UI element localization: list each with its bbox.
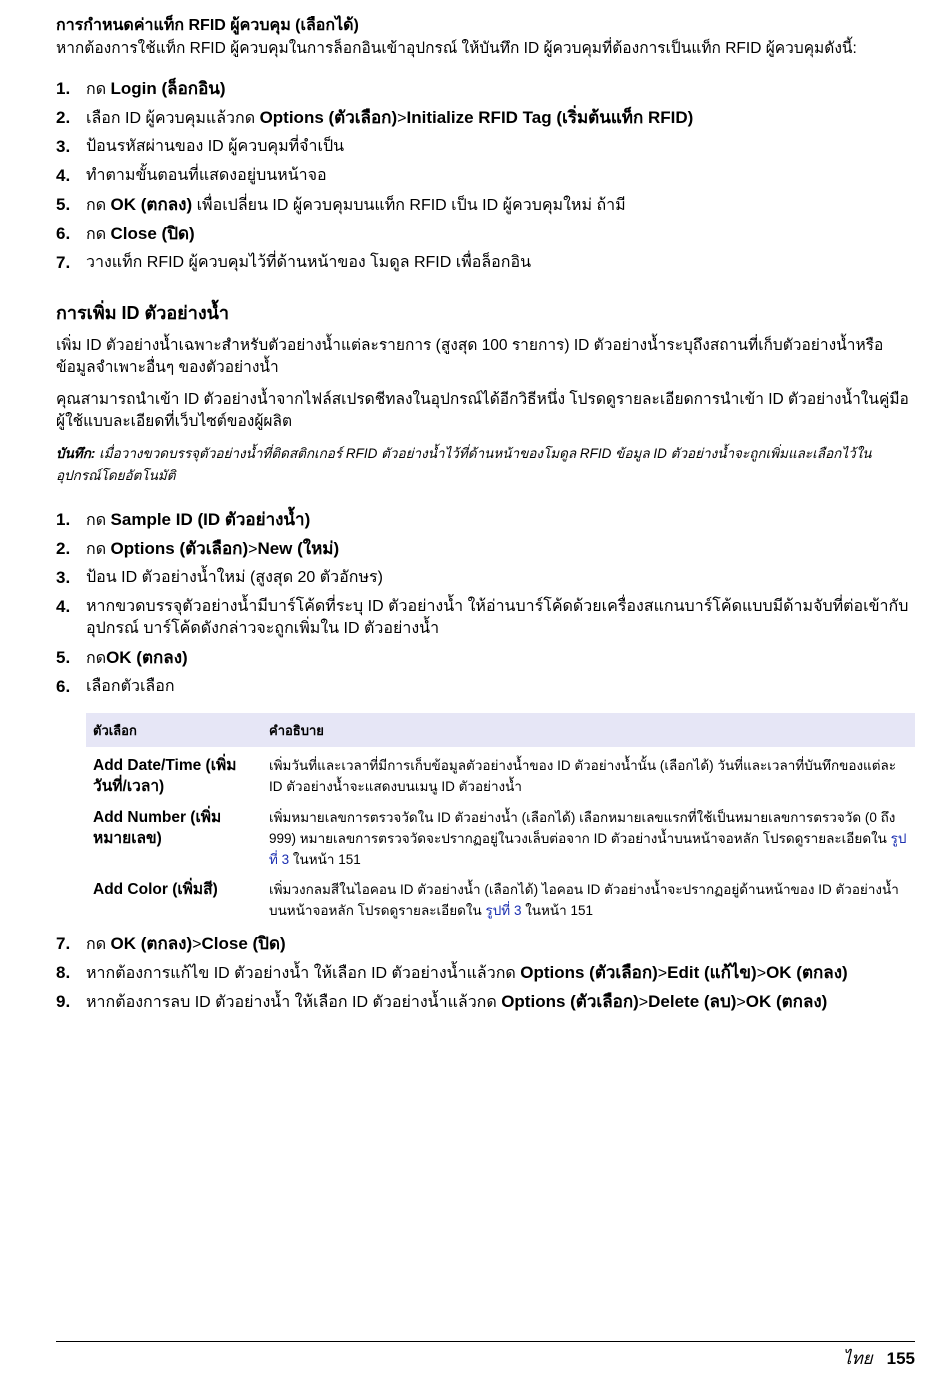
option-description [262, 799, 915, 871]
step-text: เพื่อเปลี่ยน ID ผู้ควบคุมบนแท็ก RFID เป็น ID ผู้ควบคุมใหม่ ถ้ามี [192, 197, 626, 214]
step-number: 1. [56, 79, 71, 98]
page-footer [843, 1345, 915, 1372]
ui-label: OK (ตกลง) [110, 195, 193, 214]
step-8 [56, 962, 916, 991]
ui-label: New (ใหม่) [257, 539, 340, 558]
ui-label: Delete (ลบ) [648, 992, 737, 1011]
step-text: กด [86, 197, 111, 214]
step-6 [56, 223, 916, 252]
figure-3-link[interactable]: รูปที่ 3 [485, 903, 522, 918]
separator: > [638, 994, 649, 1011]
separator: > [736, 994, 746, 1011]
step-9 [56, 991, 916, 1020]
figure-3-link[interactable]: รูปที่ 3 [269, 831, 907, 867]
ui-label: Options (ตัวเลือก) [520, 963, 658, 982]
step-text: หากต้องการแก้ไข ID ตัวอย่างน้ำ ให้เลือก ID ตัวอย่างน้ำแล้วกด [86, 965, 521, 982]
step-text: หากต้องการลบ ID ตัวอย่างน้ำ ให้เลือก ID ตัวอย่างน้ำแล้วกด [86, 994, 502, 1011]
step-number: 8. [56, 963, 71, 982]
step-text: วางแท็ก RFID ผู้ควบคุมไว้ที่ด้านหน้าของ โมดูล RFID เพื่อล็อกอิน [86, 254, 532, 271]
option-name: Add Color (เพิ่มสี) [93, 881, 218, 898]
sample-id-para-2: คุณสามารถนำเข้า ID ตัวอย่างน้ำจากไฟล์สเปรดชีทลงในอุปกรณ์ได้อีกวิธีหนึ่ง โปรดดูรายละเอียดการนำเข้า ID ตัวอย่างน้ำในคู่มือผู้ใช้แบบละเอียดที่เว็บไซต์ของผู้ผลิต [56, 391, 909, 430]
ui-label: OK (ตกลง) [766, 963, 848, 982]
sample-id-steps-a [56, 509, 916, 705]
rfid-tag-intro: หากต้องการใช้แท็ก RFID ผู้ควบคุมในการล็อกอินเข้าอุปกรณ์ ให้บันทึก ID ผู้ควบคุมที่ต้องการเป็นแท็ก RFID ผู้ควบคุมดังนี้: [56, 40, 857, 57]
step-4 [56, 596, 916, 647]
step-number: 1. [56, 510, 71, 529]
step-number: 4. [56, 597, 71, 616]
ui-label: Options (ตัวเลือก) [259, 108, 398, 127]
step-4 [56, 165, 916, 194]
step-number: 2. [56, 108, 71, 127]
step-1 [56, 509, 916, 538]
ui-label: OK (ตกลง) [745, 992, 828, 1011]
step-number: 3. [56, 137, 71, 156]
page-number: 155 [886, 1349, 915, 1368]
step-number: 2. [56, 539, 71, 558]
table-header-row [86, 713, 915, 747]
separator: > [248, 541, 258, 558]
step-text: ทำตามขั้นตอนที่แสดงอยู่บนหน้าจอ [86, 167, 327, 184]
description-text: เพิ่มวงกลมสีในไอคอน ID ตัวอย่างน้ำ (เลือกได้) ไอคอน ID ตัวอย่างน้ำจะปรากฏอยู่ด้านหน้าของ ID ตัวอย่างน้ำบนหน้าจอหลัก โปรดดูรายละเอียดใน [269, 882, 899, 918]
step-number: 4. [56, 166, 71, 185]
description-text: เพิ่มหมายเลขการตรวจวัดใน ID ตัวอย่างน้ำ (เลือกได้) เลือกหมายเลขแรกที่ใช้เป็นหมายเลขการตรวจวัด (0 ถึง 999) หมายเลขการตรวจวัดจะปรากฏอยู่ในวงเล็บต่อจาก ID ตัวอย่างน้ำบนหน้าจอหลัก โปรดดูรายละเอียดใน [269, 810, 896, 846]
ui-label: Login (ล็อกอิน) [110, 79, 226, 98]
step-text: กด [86, 81, 111, 98]
step-text: เลือก ID ผู้ควบคุมแล้วกด [86, 110, 260, 127]
step-2 [56, 107, 916, 136]
options-table [86, 713, 915, 923]
option-description [262, 871, 915, 923]
footer-divider [56, 1341, 915, 1342]
ui-label: Sample ID (ID ตัวอย่างน้ำ) [110, 510, 311, 529]
note-text: เมื่อวางขวดบรรจุตัวอย่างน้ำที่ติดสติกเกอร์ RFID ตัวอย่างน้ำไว้ที่ด้านหน้าของโมดูล RFID ข้อมูล ID ตัวอย่างน้ำจะถูกเพิ่มและเลือกไว้ในอุปกรณ์โดยอัตโนมัติ [56, 446, 872, 483]
separator: > [756, 965, 767, 982]
ui-label: OK (ตกลง) [106, 648, 188, 667]
step-number: 7. [56, 253, 71, 272]
description-text: ในหน้า 151 [289, 852, 361, 867]
ui-label: Options (ตัวเลือก) [501, 992, 639, 1011]
ui-label: Edit (แก้ไข) [667, 963, 757, 982]
sample-id-heading: การเพิ่ม ID ตัวอย่างน้ำ [56, 303, 230, 323]
step-text: ป้อน ID ตัวอย่างน้ำใหม่ (สูงสุด 20 ตัวอักษร) [86, 569, 383, 586]
step-text: ป้อนรหัสผ่านของ ID ผู้ควบคุมที่จำเป็น [86, 138, 345, 155]
table-row [86, 871, 915, 923]
step-text: กด [86, 512, 111, 529]
ui-label: Options (ตัวเลือก) [110, 539, 249, 558]
note-label: บันทึก: [56, 446, 96, 461]
option-name: Add Number (เพิ่มหมายเลข) [93, 809, 222, 847]
note [56, 443, 916, 487]
step-2 [56, 538, 916, 567]
separator: > [397, 110, 407, 127]
table-row [86, 799, 915, 871]
ui-label: Initialize RFID Tag (เริ่มต้นแท็ก RFID) [406, 108, 694, 127]
step-5 [56, 647, 916, 676]
step-text: เลือกตัวเลือก [86, 678, 175, 695]
step-6 [56, 676, 916, 705]
table-row [86, 747, 915, 799]
column-header-description: คำอธิบาย [262, 713, 915, 747]
separator: > [192, 936, 202, 953]
ui-label: Close (ปิด) [110, 224, 195, 243]
step-7 [56, 933, 916, 962]
description-text: เพิ่มวันที่และเวลาที่มีการเก็บข้อมูลตัวอย่างน้ำของ ID ตัวอย่างน้ำนั้น (เลือกได้) วันที่และเวลาที่บันทึกของแต่ละ ID ตัวอย่างน้ำจะแสดงบนเมนู ID ตัวอย่างน้ำ [269, 758, 897, 794]
document-page [56, 14, 916, 1020]
step-text: กด [86, 936, 111, 953]
step-3 [56, 567, 916, 596]
step-number: 6. [56, 224, 71, 243]
step-number: 9. [56, 992, 71, 1011]
step-text: หากขวดบรรจุตัวอย่างน้ำมีบาร์โค้ดที่ระบุ ID ตัวอย่างน้ำ ให้อ่านบาร์โค้ดด้วยเครื่องสแกนบาร์โค้ดแบบมีด้ามจับที่ต่อเข้ากับอุปกรณ์ บาร์โค้ดดังกล่าวจะถูกเพิ่มใน ID ตัวอย่างน้ำ [86, 598, 909, 637]
description-text: ในหน้า 151 [521, 903, 594, 918]
step-number: 5. [56, 648, 71, 667]
step-5 [56, 194, 916, 223]
step-text: กด [86, 226, 111, 243]
step-number: 7. [56, 934, 71, 953]
option-description [262, 747, 915, 799]
rfid-tag-heading: การกำหนดค่าแท็ก RFID ผู้ควบคุม (เลือกได้) [56, 17, 359, 34]
ui-label: OK (ตกลง) [110, 934, 193, 953]
column-header-option: ตัวเลือก [86, 713, 262, 747]
separator: > [657, 965, 668, 982]
option-name: Add Date/Time (เพิ่มวันที่/เวลา) [93, 757, 237, 795]
step-text: กด [86, 650, 107, 667]
step-1 [56, 78, 916, 107]
step-number: 6. [56, 677, 71, 696]
step-number: 5. [56, 195, 71, 214]
step-7 [56, 252, 916, 281]
step-3 [56, 136, 916, 165]
sample-id-steps-b [56, 933, 916, 1020]
ui-label: Close (ปิด) [201, 934, 286, 953]
footer-language: ไทย [842, 1349, 873, 1368]
step-number: 3. [56, 568, 71, 587]
rfid-tag-steps [56, 78, 916, 281]
sample-id-para-1: เพิ่ม ID ตัวอย่างน้ำเฉพาะสำหรับตัวอย่างน้ำแต่ละรายการ (สูงสุด 100 รายการ) ID ตัวอย่างน้ำระบุถึงสถานที่เก็บตัวอย่างน้ำหรือข้อมูลจำเพาะอื่นๆ ของตัวอย่างน้ำ [56, 337, 884, 376]
step-text: กด [86, 541, 111, 558]
